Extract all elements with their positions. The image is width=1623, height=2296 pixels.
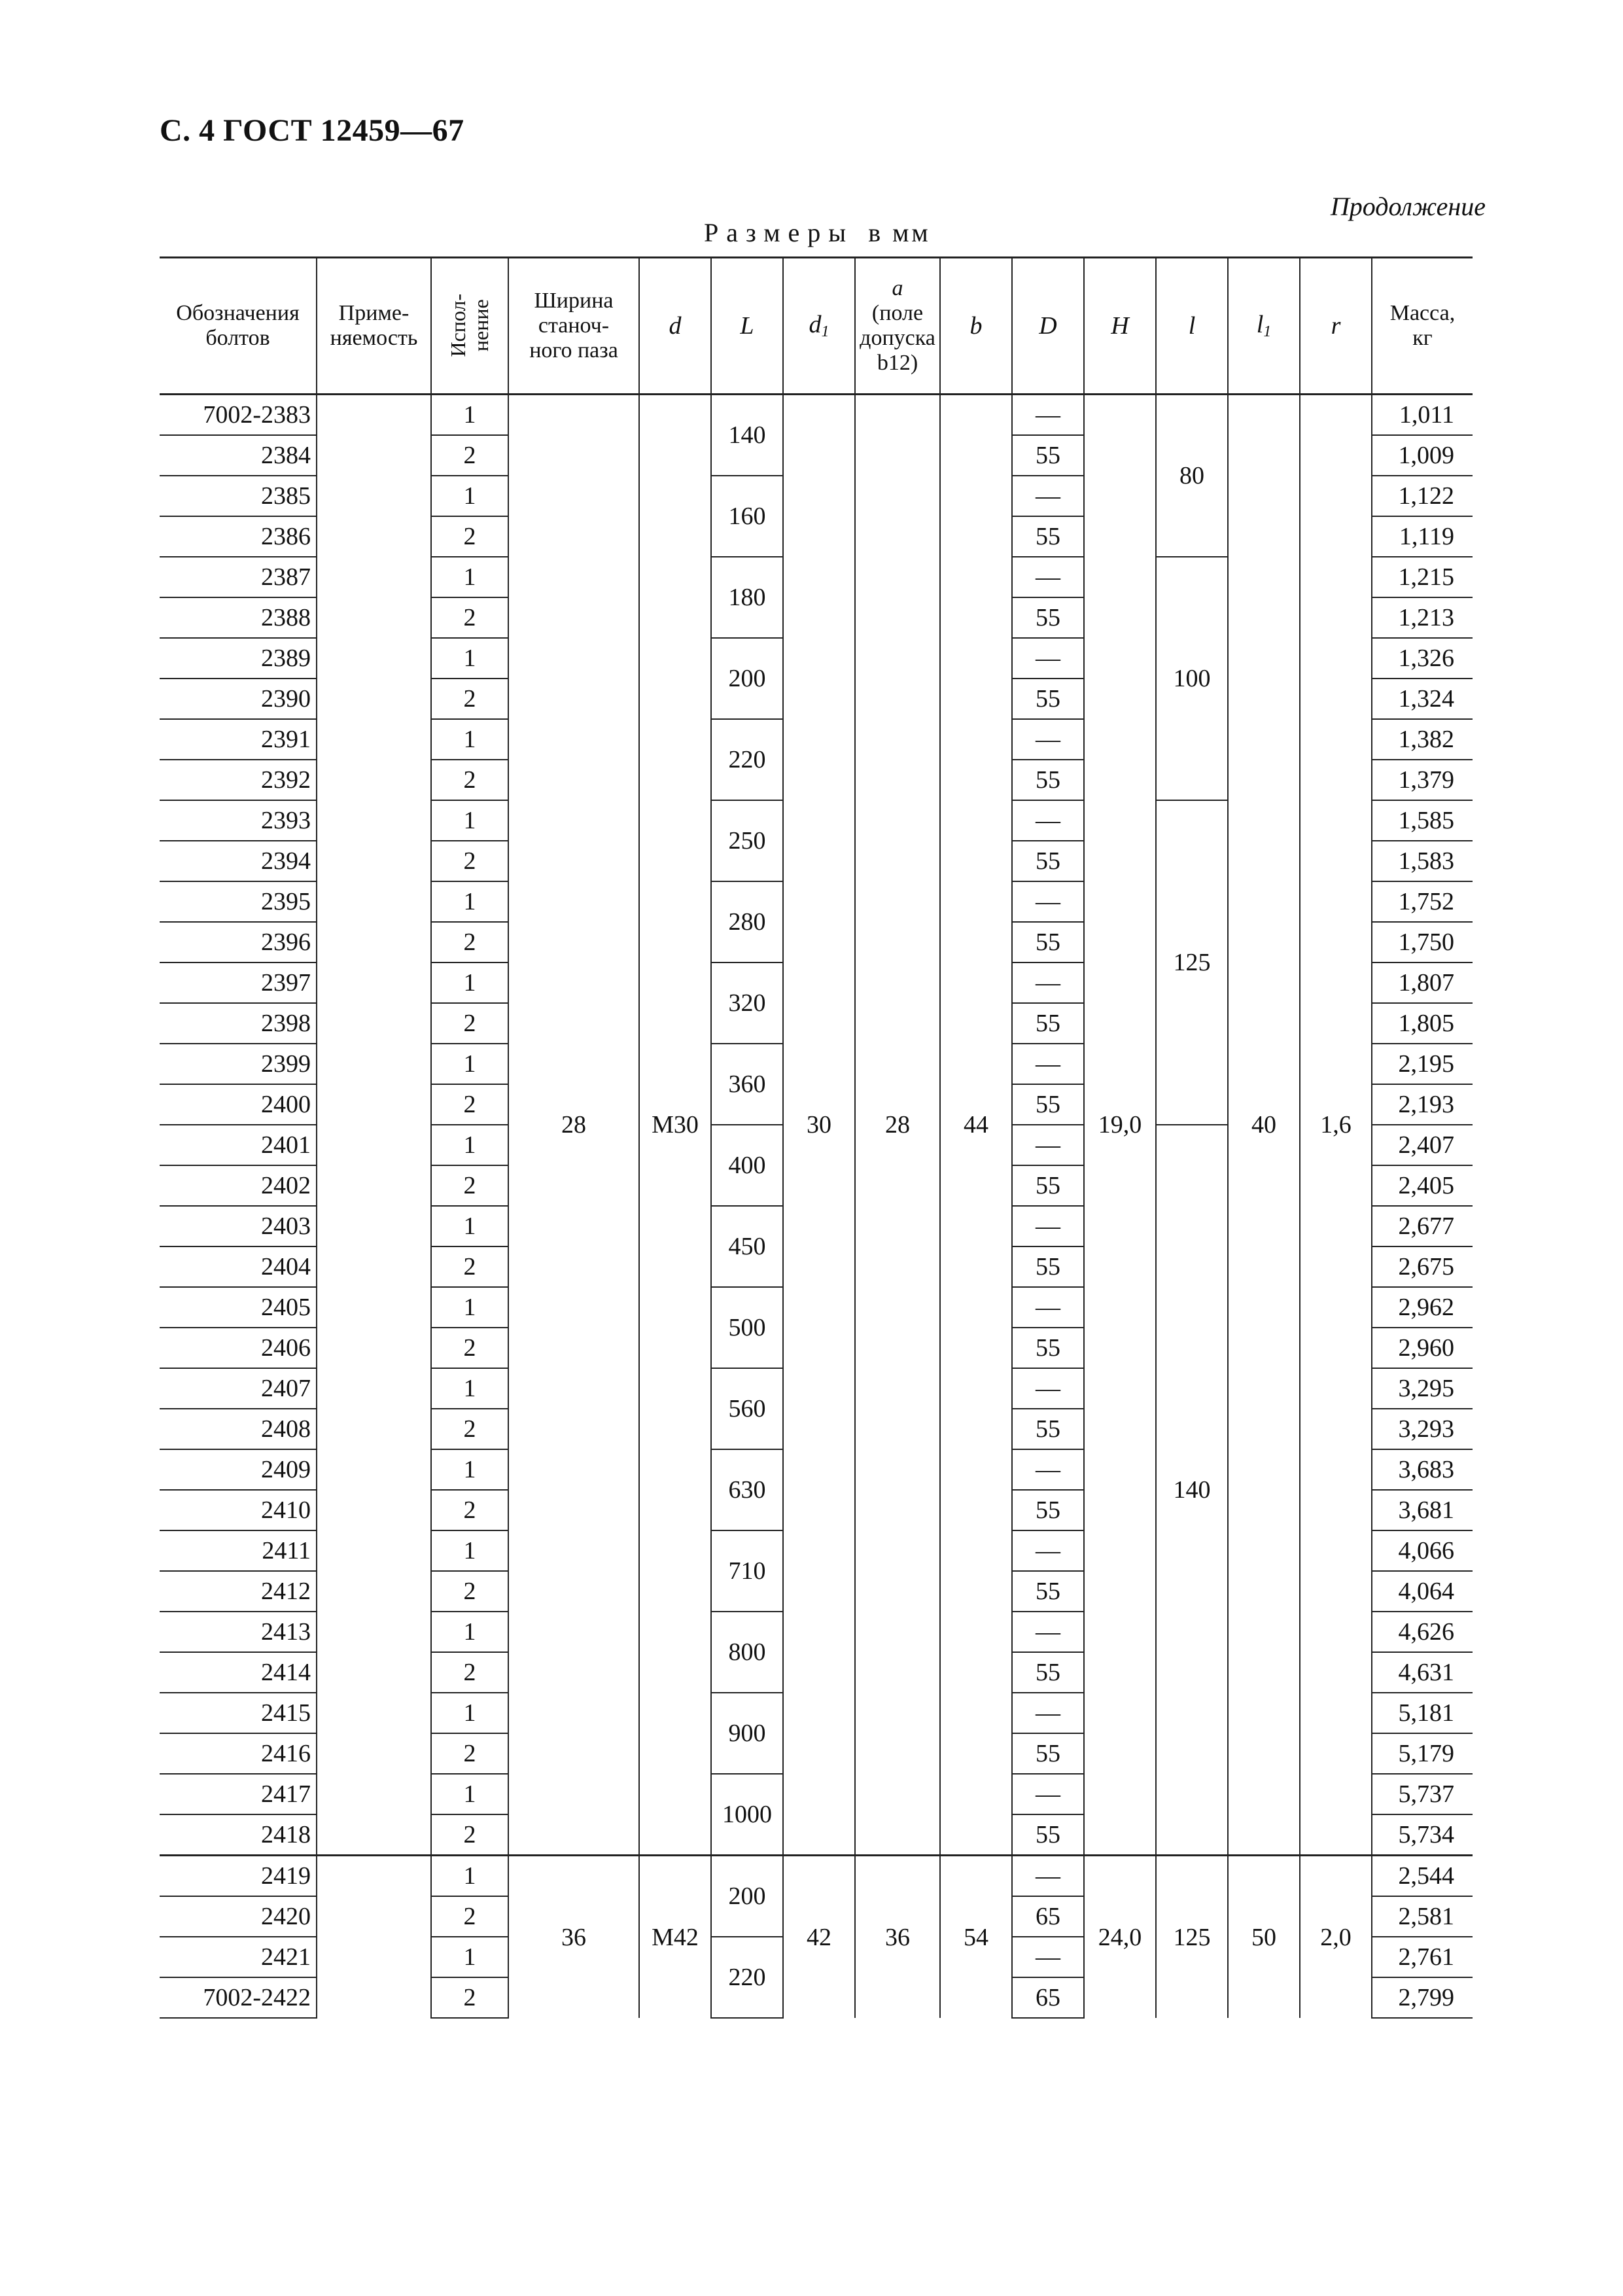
cell-designation: 2409 <box>160 1449 317 1490</box>
cell-L: 360 <box>711 1044 783 1125</box>
header-l1-sub: 1 <box>1263 323 1272 341</box>
cell-mass: 2,405 <box>1372 1165 1473 1206</box>
cell-designation: 2407 <box>160 1368 317 1409</box>
cell-mass: 2,195 <box>1372 1044 1473 1084</box>
cell-mass: 1,752 <box>1372 881 1473 922</box>
cell-designation: 2418 <box>160 1814 317 1856</box>
cell-H: 19,0 <box>1084 395 1156 1856</box>
cell-mass: 1,326 <box>1372 638 1473 679</box>
cell-l: 140 <box>1156 1125 1228 1856</box>
cell-version: 1 <box>431 1774 508 1814</box>
header-l1-letter: l <box>1256 311 1264 339</box>
cell-L: 560 <box>711 1368 783 1449</box>
units-caption <box>704 217 931 248</box>
header-d1-sub: 1 <box>821 323 829 341</box>
header-l: l <box>1156 258 1228 395</box>
cell-designation: 2421 <box>160 1937 317 1977</box>
cell-designation: 2402 <box>160 1165 317 1206</box>
cell-a: 28 <box>855 395 940 1856</box>
header-l1 <box>1228 258 1300 395</box>
cell-applicability <box>317 1490 431 1530</box>
cell-D: — <box>1012 1937 1084 1977</box>
cell-designation: 2389 <box>160 638 317 679</box>
cell-L: 450 <box>711 1206 783 1287</box>
header-version <box>431 258 508 395</box>
cell-D: 55 <box>1012 760 1084 800</box>
cell-mass: 4,066 <box>1372 1530 1473 1571</box>
header-a-note: (поле допуска b12) <box>860 300 935 376</box>
cell-designation: 2384 <box>160 435 317 476</box>
header-applicability <box>317 258 431 395</box>
cell-d1: 42 <box>783 1856 855 2019</box>
header-L: L <box>711 258 783 395</box>
cell-designation: 7002-2383 <box>160 395 317 436</box>
cell-designation: 2385 <box>160 476 317 516</box>
cell-version: 1 <box>431 1449 508 1490</box>
cell-D: — <box>1012 1530 1084 1571</box>
cell-designation: 2387 <box>160 557 317 597</box>
cell-L: 250 <box>711 800 783 881</box>
cell-a: 36 <box>855 1856 940 2019</box>
cell-version: 1 <box>431 476 508 516</box>
cell-D: — <box>1012 719 1084 760</box>
cell-designation: 2412 <box>160 1571 317 1612</box>
cell-D: 65 <box>1012 1896 1084 1937</box>
cell-designation: 2404 <box>160 1246 317 1287</box>
cell-D: — <box>1012 476 1084 516</box>
cell-designation: 2419 <box>160 1856 317 1897</box>
cell-l: 80 <box>1156 395 1228 557</box>
cell-mass: 3,295 <box>1372 1368 1473 1409</box>
cell-mass: 3,681 <box>1372 1490 1473 1530</box>
cell-designation: 2386 <box>160 516 317 557</box>
cell-version: 1 <box>431 557 508 597</box>
cell-mass: 5,734 <box>1372 1814 1473 1856</box>
cell-designation: 7002-2422 <box>160 1977 317 2018</box>
cell-D: 55 <box>1012 1490 1084 1530</box>
cell-L: 630 <box>711 1449 783 1530</box>
cell-applicability <box>317 922 431 963</box>
cell-b: 54 <box>940 1856 1012 2019</box>
cell-designation: 2388 <box>160 597 317 638</box>
cell-designation: 2396 <box>160 922 317 963</box>
continuation-label: Продолжение <box>1330 192 1486 221</box>
cell-applicability <box>317 1125 431 1165</box>
cell-applicability <box>317 760 431 800</box>
cell-applicability <box>317 1733 431 1774</box>
cell-d: М30 <box>639 395 711 1856</box>
table-body <box>160 395 1473 2019</box>
cell-D: — <box>1012 1449 1084 1490</box>
cell-mass: 2,960 <box>1372 1328 1473 1368</box>
cell-D: — <box>1012 800 1084 841</box>
cell-D: — <box>1012 1368 1084 1409</box>
header-a-letter: a <box>892 275 903 300</box>
cell-D: 55 <box>1012 1409 1084 1449</box>
cell-mass: 5,179 <box>1372 1733 1473 1774</box>
cell-applicability <box>317 1896 431 1937</box>
cell-L: 180 <box>711 557 783 638</box>
cell-mass: 2,544 <box>1372 1856 1473 1897</box>
cell-D: 55 <box>1012 516 1084 557</box>
cell-L: 280 <box>711 881 783 963</box>
cell-L: 900 <box>711 1693 783 1774</box>
header-slot-width <box>508 258 639 395</box>
cell-applicability <box>317 841 431 881</box>
cell-version: 2 <box>431 922 508 963</box>
cell-applicability <box>317 1856 431 1897</box>
cell-L: 320 <box>711 963 783 1044</box>
cell-applicability <box>317 800 431 841</box>
cell-l: 125 <box>1156 800 1228 1125</box>
header-slot-width-text: Ширина станоч- ного паза <box>529 288 618 363</box>
cell-version: 1 <box>431 1693 508 1733</box>
cell-D: 55 <box>1012 1328 1084 1368</box>
cell-applicability <box>317 1287 431 1328</box>
cell-D: 55 <box>1012 1084 1084 1125</box>
cell-version: 1 <box>431 1612 508 1652</box>
cell-applicability <box>317 557 431 597</box>
cell-mass: 3,683 <box>1372 1449 1473 1490</box>
header-mass <box>1372 258 1473 395</box>
cell-mass: 1,009 <box>1372 435 1473 476</box>
cell-version: 2 <box>431 1571 508 1612</box>
page-header: С. 4 ГОСТ 12459—67 <box>160 113 464 148</box>
cell-mass: 2,799 <box>1372 1977 1473 2018</box>
cell-D: — <box>1012 395 1084 436</box>
cell-applicability <box>317 1044 431 1084</box>
header-d1-letter: d <box>809 311 822 339</box>
cell-version: 2 <box>431 1003 508 1044</box>
cell-version: 2 <box>431 435 508 476</box>
cell-version: 2 <box>431 516 508 557</box>
cell-version: 2 <box>431 841 508 881</box>
header-version-text: Испол- нение <box>445 293 493 357</box>
cell-mass: 1,119 <box>1372 516 1473 557</box>
cell-applicability <box>317 516 431 557</box>
cell-D: — <box>1012 1612 1084 1652</box>
cell-version: 2 <box>431 1733 508 1774</box>
cell-version: 1 <box>431 1530 508 1571</box>
cell-designation: 2393 <box>160 800 317 841</box>
cell-mass: 1,805 <box>1372 1003 1473 1044</box>
cell-mass: 2,407 <box>1372 1125 1473 1165</box>
header-r: r <box>1300 258 1372 395</box>
cell-applicability <box>317 1368 431 1409</box>
cell-designation: 2415 <box>160 1693 317 1733</box>
cell-version: 2 <box>431 1165 508 1206</box>
cell-version: 2 <box>431 679 508 719</box>
cell-applicability <box>317 1530 431 1571</box>
cell-designation: 2390 <box>160 679 317 719</box>
table-row <box>160 1856 1473 1897</box>
cell-version: 1 <box>431 1368 508 1409</box>
units-caption-mm: в мм <box>868 218 931 247</box>
cell-applicability <box>317 1206 431 1246</box>
cell-version: 1 <box>431 1125 508 1165</box>
cell-D: — <box>1012 1125 1084 1165</box>
cell-D: 55 <box>1012 1652 1084 1693</box>
cell-applicability <box>317 1449 431 1490</box>
cell-version: 1 <box>431 1287 508 1328</box>
cell-applicability <box>317 963 431 1003</box>
cell-mass: 1,379 <box>1372 760 1473 800</box>
cell-version: 2 <box>431 1084 508 1125</box>
cell-mass: 1,011 <box>1372 395 1473 436</box>
cell-designation: 2417 <box>160 1774 317 1814</box>
cell-D: 55 <box>1012 1814 1084 1856</box>
cell-D: 55 <box>1012 679 1084 719</box>
cell-L: 200 <box>711 1856 783 1937</box>
header-designation: Обозначения болтов <box>160 258 317 395</box>
cell-r: 2,0 <box>1300 1856 1372 2019</box>
cell-designation: 2406 <box>160 1328 317 1368</box>
cell-designation: 2411 <box>160 1530 317 1571</box>
cell-mass: 4,064 <box>1372 1571 1473 1612</box>
cell-mass: 2,761 <box>1372 1937 1473 1977</box>
cell-L: 800 <box>711 1612 783 1693</box>
cell-D: — <box>1012 557 1084 597</box>
header-applicability-text: Приме- няемость <box>330 300 418 350</box>
cell-mass: 2,962 <box>1372 1287 1473 1328</box>
cell-version: 2 <box>431 597 508 638</box>
cell-designation: 2398 <box>160 1003 317 1044</box>
cell-applicability <box>317 1246 431 1287</box>
cell-applicability <box>317 1977 431 2018</box>
cell-D: — <box>1012 881 1084 922</box>
cell-r: 1,6 <box>1300 395 1372 1856</box>
cell-version: 1 <box>431 881 508 922</box>
cell-version: 1 <box>431 1937 508 1977</box>
cell-version: 2 <box>431 1246 508 1287</box>
cell-applicability <box>317 597 431 638</box>
cell-applicability <box>317 1328 431 1368</box>
cell-mass: 1,585 <box>1372 800 1473 841</box>
table-header-row <box>160 258 1473 395</box>
cell-D: — <box>1012 1856 1084 1897</box>
cell-applicability <box>317 1084 431 1125</box>
cell-D: 65 <box>1012 1977 1084 2018</box>
cell-H: 24,0 <box>1084 1856 1156 2019</box>
cell-designation: 2392 <box>160 760 317 800</box>
cell-designation: 2413 <box>160 1612 317 1652</box>
cell-d1: 30 <box>783 395 855 1856</box>
cell-version: 2 <box>431 1652 508 1693</box>
cell-l1: 50 <box>1228 1856 1300 2019</box>
cell-designation: 2400 <box>160 1084 317 1125</box>
cell-mass: 5,737 <box>1372 1774 1473 1814</box>
cell-slot-width: 36 <box>508 1856 639 2019</box>
cell-applicability <box>317 1571 431 1612</box>
cell-l1: 40 <box>1228 395 1300 1856</box>
cell-applicability <box>317 1937 431 1977</box>
cell-L: 200 <box>711 638 783 719</box>
cell-D: — <box>1012 1774 1084 1814</box>
cell-applicability <box>317 1165 431 1206</box>
cell-mass: 1,382 <box>1372 719 1473 760</box>
cell-version: 2 <box>431 1490 508 1530</box>
cell-D: — <box>1012 638 1084 679</box>
cell-version: 2 <box>431 1409 508 1449</box>
header-d: d <box>639 258 711 395</box>
cell-version: 1 <box>431 1856 508 1897</box>
cell-mass: 1,122 <box>1372 476 1473 516</box>
cell-D: — <box>1012 1693 1084 1733</box>
header-a <box>855 258 940 395</box>
cell-mass: 1,750 <box>1372 922 1473 963</box>
cell-mass: 2,581 <box>1372 1896 1473 1937</box>
header-H: H <box>1084 258 1156 395</box>
cell-designation: 2403 <box>160 1206 317 1246</box>
cell-D: — <box>1012 1287 1084 1328</box>
cell-applicability <box>317 1612 431 1652</box>
cell-D: — <box>1012 963 1084 1003</box>
header-b: b <box>940 258 1012 395</box>
cell-D: 55 <box>1012 841 1084 881</box>
units-caption-text: Размеры <box>704 218 854 247</box>
cell-version: 2 <box>431 1328 508 1368</box>
cell-version: 2 <box>431 1977 508 2018</box>
cell-D: 55 <box>1012 597 1084 638</box>
bolt-dimensions-table <box>160 256 1473 2019</box>
cell-mass: 4,626 <box>1372 1612 1473 1652</box>
cell-mass: 1,583 <box>1372 841 1473 881</box>
cell-version: 1 <box>431 1206 508 1246</box>
cell-D: 55 <box>1012 1003 1084 1044</box>
cell-version: 2 <box>431 1814 508 1856</box>
cell-version: 1 <box>431 963 508 1003</box>
cell-D: 55 <box>1012 922 1084 963</box>
cell-applicability <box>317 1652 431 1693</box>
cell-designation: 2395 <box>160 881 317 922</box>
cell-designation: 2394 <box>160 841 317 881</box>
cell-applicability <box>317 1774 431 1814</box>
header-D: D <box>1012 258 1084 395</box>
cell-designation: 2420 <box>160 1896 317 1937</box>
cell-designation: 2414 <box>160 1652 317 1693</box>
cell-designation: 2416 <box>160 1733 317 1774</box>
cell-applicability <box>317 395 431 436</box>
cell-applicability <box>317 881 431 922</box>
cell-designation: 2405 <box>160 1287 317 1328</box>
cell-L: 220 <box>711 719 783 800</box>
cell-applicability <box>317 1693 431 1733</box>
cell-mass: 1,213 <box>1372 597 1473 638</box>
cell-D: 55 <box>1012 1246 1084 1287</box>
cell-designation: 2399 <box>160 1044 317 1084</box>
cell-designation: 2397 <box>160 963 317 1003</box>
cell-applicability <box>317 1814 431 1856</box>
cell-applicability <box>317 1409 431 1449</box>
cell-D: — <box>1012 1206 1084 1246</box>
cell-b: 44 <box>940 395 1012 1856</box>
cell-slot-width: 28 <box>508 395 639 1856</box>
cell-version: 2 <box>431 1896 508 1937</box>
cell-L: 1000 <box>711 1774 783 1856</box>
cell-L: 500 <box>711 1287 783 1368</box>
cell-version: 2 <box>431 760 508 800</box>
cell-mass: 3,293 <box>1372 1409 1473 1449</box>
cell-applicability <box>317 476 431 516</box>
cell-applicability <box>317 638 431 679</box>
cell-mass: 2,193 <box>1372 1084 1473 1125</box>
cell-D: 55 <box>1012 1165 1084 1206</box>
cell-applicability <box>317 719 431 760</box>
cell-designation: 2391 <box>160 719 317 760</box>
cell-L: 710 <box>711 1530 783 1612</box>
cell-mass: 2,677 <box>1372 1206 1473 1246</box>
cell-mass: 1,324 <box>1372 679 1473 719</box>
cell-version: 1 <box>431 719 508 760</box>
cell-D: 55 <box>1012 1733 1084 1774</box>
cell-L: 160 <box>711 476 783 557</box>
cell-designation: 2410 <box>160 1490 317 1530</box>
header-mass-text: Масса, кг <box>1389 300 1456 350</box>
cell-mass: 5,181 <box>1372 1693 1473 1733</box>
cell-version: 1 <box>431 638 508 679</box>
cell-mass: 2,675 <box>1372 1246 1473 1287</box>
cell-D: 55 <box>1012 435 1084 476</box>
cell-version: 1 <box>431 395 508 436</box>
cell-L: 220 <box>711 1937 783 2018</box>
cell-version: 1 <box>431 1044 508 1084</box>
cell-mass: 1,807 <box>1372 963 1473 1003</box>
cell-D: — <box>1012 1044 1084 1084</box>
cell-applicability <box>317 1003 431 1044</box>
cell-mass: 4,631 <box>1372 1652 1473 1693</box>
cell-D: 55 <box>1012 1571 1084 1612</box>
cell-L: 400 <box>711 1125 783 1206</box>
cell-version: 1 <box>431 800 508 841</box>
cell-l: 100 <box>1156 557 1228 800</box>
cell-applicability <box>317 435 431 476</box>
cell-designation: 2401 <box>160 1125 317 1165</box>
cell-applicability <box>317 679 431 719</box>
table-row <box>160 395 1473 436</box>
cell-l: 125 <box>1156 1856 1228 2019</box>
header-d1 <box>783 258 855 395</box>
cell-d: М42 <box>639 1856 711 2019</box>
cell-designation: 2408 <box>160 1409 317 1449</box>
cell-mass: 1,215 <box>1372 557 1473 597</box>
cell-L: 140 <box>711 395 783 476</box>
